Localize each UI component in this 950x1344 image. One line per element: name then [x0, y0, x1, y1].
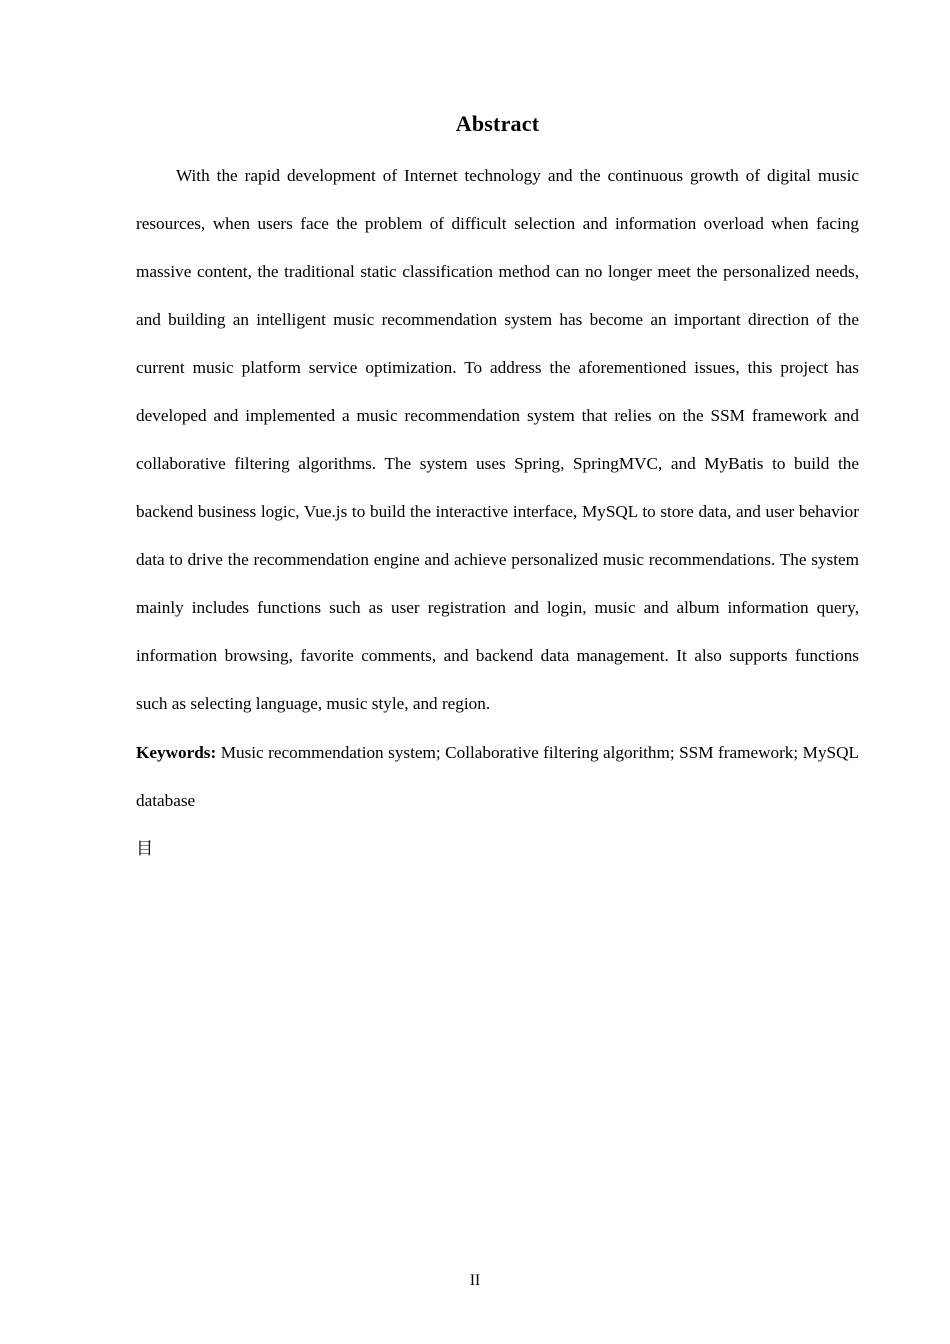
- stray-character: 目: [136, 839, 154, 858]
- keywords-line: [136, 728, 859, 825]
- keywords-value: Music recommendation system; Collaborative filtering algorithm; SSM framework; MySQL database: [136, 743, 860, 810]
- abstract-paragraph: With the rapid development of Internet technology and the continuous growth of digital music resources, when users face the problem of difficult selection and information overload when facing massive content, the traditional static classification method can no longer meet the personalized needs, and building an intelligent music recommendation system has become an important direction of the current music platform service optimization. To address the aforementioned issues, this project has developed and implemented a music recommendation system that relies on the SSM framework and collaborative filtering algorithms. The system uses Spring, SpringMVC, and MyBatis to build the backend business logic, Vue.js to build the interactive interface, MySQL to store data, and user behavior data to drive the recommendation engine and achieve personalized music recommendations. The system mainly includes functions such as user registration and login, music and album information query, information browsing, favorite comments, and backend data management. It also supports functions such as selecting language, music style, and region.: [136, 166, 859, 713]
- keywords-label: Keywords:: [136, 743, 217, 762]
- page-number-footer: II: [469, 1272, 481, 1289]
- page-title: Abstract: [455, 111, 540, 136]
- page-content: [136, 0, 859, 873]
